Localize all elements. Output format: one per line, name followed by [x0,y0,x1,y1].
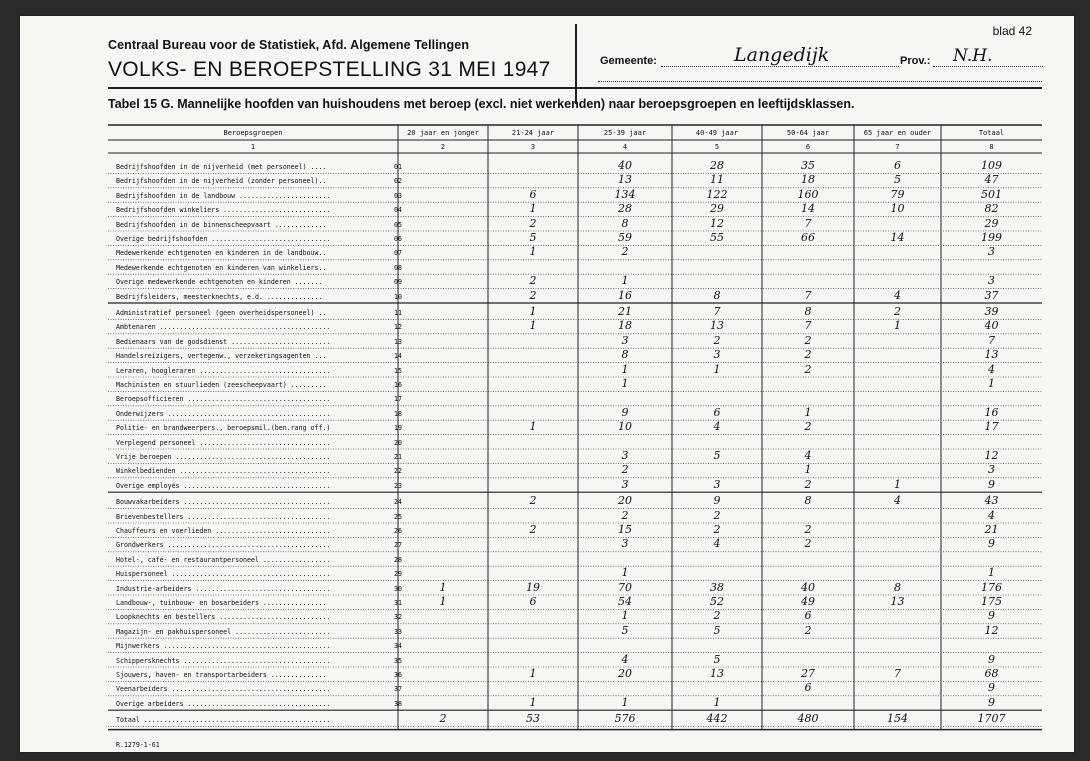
row-label: Machinisten en stuurlieden (zeescheepvaart) ......... [116,381,327,389]
table-cell: 6 [529,595,537,608]
table-cell: 576 [614,712,636,726]
table-cell: 13 [710,667,724,680]
table-cell: 3 [621,449,629,462]
row-label: Landbouw-, tuinbouw- en bosarbeiders ................ [116,599,327,607]
row-label: Brievenbestellers .................................... [116,512,331,521]
table-cell: 2 [713,508,721,522]
row-label: Overige arbeiders .................................... [116,699,331,708]
table-cell: 2 [804,362,812,376]
table-cell: 6 [894,159,901,172]
row-label: Bouwvakarbeiders ..................................... [116,498,331,507]
table-cell: 43 [984,494,999,508]
table-cell: 3 [621,477,629,491]
row-label: Verplegend personeel ................................. [116,438,331,447]
column-number: 7 [895,143,900,151]
table-cell: 9 [621,405,629,419]
table-cell: 8 [804,305,812,318]
row-label: Bedrijfshoofden in de binnenscheepvaart ............. [116,220,327,229]
table-cell: 7 [894,667,901,680]
table-cell: 9 [988,695,995,709]
table-cell: 2 [804,348,812,362]
table-cell: 1707 [977,712,1006,726]
table-cell: 12 [984,623,999,637]
row-label: Bedrijfshoofden in de nijverheid (met personeel) .... [116,163,327,171]
province-value: N.H. [953,46,993,66]
table-cell: 1 [621,566,629,580]
table-cell: 9 [988,537,995,551]
gemeente-value: Langedijk [734,44,830,66]
row-label: Bedrijfshoofden in de landbouw ....................... [116,191,331,200]
row-code: 19 [394,424,402,433]
row-code: 36 [394,671,402,679]
column-header: 50-64 jaar [786,129,830,137]
row-code: 13 [394,337,402,346]
table-cell: 4 [621,652,629,666]
row-code: 09 [394,278,402,287]
table-cell: 1 [988,377,995,390]
table-cell: 59 [618,231,632,244]
bureau-line: Centraal Bureau voor de Statistiek, Afd. Algemene Tellingen [108,38,470,52]
table-cell: 4 [894,494,901,508]
header-rule [108,87,1042,89]
table-cell: 122 [706,187,728,201]
table-cell: 1 [529,202,537,216]
row-code: 28 [394,555,402,564]
table-cell: 1 [529,420,537,434]
row-label: Onderwijzers ......................................... [116,409,331,418]
row-label: Schippersknechts ..................................... [116,656,331,665]
table-cell: 3 [621,333,629,347]
table-cell: 1 [621,274,629,288]
table-cell: 1 [621,377,629,390]
table-cell: 2 [804,420,812,434]
table-cell: 7 [713,305,721,318]
row-label: Bedienaars van de godsdienst ......................... [116,337,331,346]
table-cell: 13 [890,595,905,608]
row-code: 11 [394,309,402,317]
table-cell: 9 [713,494,721,508]
row-code: 37 [394,685,402,694]
province-dotted-line [933,66,1043,67]
header-divider [575,24,577,104]
header-dotted-line [598,81,1042,82]
table-cell: 2 [529,494,537,508]
table-cell: 2 [713,523,721,536]
table-cell: 79 [890,187,905,201]
table-cell: 40 [801,580,815,594]
table-cell: 1 [894,319,901,333]
table-cell: 154 [887,712,908,726]
row-code: 02 [394,177,402,186]
table-cell: 4 [988,362,995,376]
table-cell: 8 [621,348,629,362]
table-cell: 6 [713,405,721,419]
table-cell: 5 [713,652,721,666]
table-cell: 175 [981,595,1002,608]
row-code: 06 [394,235,402,243]
table-cell: 8 [713,288,721,302]
table-cell: 176 [981,580,1002,594]
table-cell: 7 [988,333,995,347]
table-cell: 18 [801,173,815,187]
table-cell: 9 [988,477,995,491]
table-cell: 35 [801,159,815,172]
column-header: 40-49 jaar [695,129,739,137]
row-label: Winkelbedienden ...................................... [116,467,331,476]
row-code: 21 [394,453,402,461]
row-label: Leraren, hoogleraren ................................. [116,366,331,375]
table-cell: 7 [804,288,812,302]
table-cell: 2 [621,463,629,477]
table-cell: 18 [618,319,632,333]
row-code: 16 [394,381,402,389]
row-label: Industrie-arbeiders .................................. [116,584,331,593]
table-cell: 7 [804,319,812,333]
table-cell: 13 [618,173,632,187]
row-code: 25 [394,512,402,521]
row-code: 22 [394,467,402,476]
row-code: 20 [394,438,402,447]
gemeente-label: Gemeente: [600,55,657,67]
row-label: Sjouwers, haven- en transportarbeiders .............. [116,671,327,679]
table-cell: 480 [797,712,819,726]
row-label: Bedrijfshoofden in de nijverheid (zonder personeel).. [116,177,327,186]
table-cell: 13 [710,319,724,333]
table-cell: 13 [984,348,999,362]
table-cell: 8 [621,216,629,230]
table-cell: 3 [988,245,995,259]
row-label: Chauffeurs en voerlieden ............................. [116,527,331,535]
table-cell: 37 [984,288,999,302]
column-header: 25-39 jaar [603,129,647,137]
table-cell: 28 [710,159,724,172]
table-cell: 134 [614,187,636,201]
table-cell: 28 [618,202,632,216]
row-label: Overige bedrijfshoofden .............................. [116,235,331,243]
row-code: 31 [394,599,402,607]
row-label: Hotel-, café- en restaurantpersoneel ................. [116,555,331,564]
row-code: 17 [394,395,402,404]
column-number: 5 [714,143,720,151]
row-code: 23 [394,481,402,490]
table-cell: 40 [618,159,632,172]
table-cell: 2 [713,609,721,623]
row-label: Totaal ............................................... [116,716,331,725]
table-cell: 20 [618,667,632,680]
row-code: 33 [394,627,402,636]
table-cell: 54 [618,595,632,608]
row-code: 15 [394,366,402,375]
row-label: Medewerkende echtgenoten en kinderen in de landbouw.. [116,249,327,258]
row-label: Bedrijfshoofden winkeliers ........................... [116,206,331,215]
column-header: Beroepsgroepen [223,129,283,137]
table-cell: 1 [529,695,537,709]
table-cell: 38 [710,580,724,594]
table-cell: 1 [988,566,995,580]
table-cell: 53 [526,712,540,726]
row-label: Overige medewerkende echtgenoten en kinderen ....... [116,278,323,287]
row-label: Overige employés ..................................... [116,481,331,490]
table-cell: 9 [988,652,995,666]
table-cell: 52 [710,595,724,608]
column-number: 8 [989,143,994,151]
table-cell: 1 [894,477,901,491]
row-code: 34 [394,642,402,651]
column-number: 6 [805,143,811,151]
column-number: 1 [250,143,256,151]
table-cell: 9 [988,609,995,623]
row-code: 03 [394,191,402,200]
row-label: Magazijn- en pakhuispersoneel ........................ [116,627,331,636]
table-cell: 4 [804,449,812,462]
row-label: Veenarbeiders ........................................ [116,685,331,694]
table-cell: 2 [621,245,629,259]
table-cell: 1 [439,595,447,608]
table-cell: 2 [529,216,537,230]
table-cell: 1 [713,695,721,709]
row-code: 35 [394,656,402,665]
table-cell: 55 [710,231,724,244]
row-label: Huispersoneel ........................................ [116,570,331,579]
table-cell: 2 [529,274,537,288]
row-code: 24 [394,498,402,507]
table-cell: 8 [804,494,812,508]
table-cell: 2 [804,623,812,637]
table-cell: 2 [894,305,901,318]
table-cell: 5 [713,449,721,462]
table-cell: 4 [713,537,721,551]
row-code: 14 [394,352,402,361]
table-cell: 40 [984,319,999,333]
table-cell: 6 [804,681,812,695]
column-header: 21-24 jaar [511,129,555,137]
table-cell: 1 [713,362,721,376]
table-cell: 2 [621,508,629,522]
table-cell: 70 [618,580,632,594]
table-cell: 5 [894,173,901,187]
table-cell: 6 [529,187,537,201]
row-label: Loopknechts en bestellers ............................ [116,613,331,622]
table-cell: 1 [804,463,812,477]
table-cell: 49 [801,595,815,608]
row-label: Handelsreizigers, vertegenw., verzekeringsagenten ... [116,352,327,361]
table-cell: 2 [529,523,537,536]
table-cell: 9 [988,681,995,695]
row-label: Mijnwerkers .......................................... [116,642,331,651]
table-cell: 6 [804,609,812,623]
table-cell: 5 [529,231,537,244]
table-cell: 12 [710,216,724,230]
row-code: 04 [394,206,402,215]
table-cell: 27 [801,667,815,680]
table-cell: 17 [984,420,999,434]
table-cell: 14 [801,202,815,216]
table-cell: 1 [529,667,537,680]
row-label: Grondwerkers ......................................... [116,541,331,550]
table-cell: 11 [710,173,724,187]
form-header [108,38,551,82]
table-caption: Tabel 15 G. Mannelijke hoofden van huishoudens met beroep (excl. niet werkenden) naar beroepsgroepen en leeftijdsklassen. [108,97,855,111]
table-cell: 47 [984,173,999,187]
row-code: 10 [394,292,402,301]
table-cell: 10 [890,202,905,216]
row-label: Medewerkende echtgenoten en kinderen van winkeliers.. [116,263,327,272]
row-label: Beroepsofficieren .................................... [116,395,331,404]
table-cell: 8 [894,580,901,594]
table-cell: 1 [621,609,629,623]
table-cell: 1 [804,405,812,419]
table-cell: 20 [618,494,632,508]
table-cell: 82 [984,202,999,216]
table-cell: 3 [988,463,995,477]
row-label: Vrije beroepen ....................................... [116,453,331,461]
table-cell: 16 [618,288,632,302]
table-cell: 1 [529,305,537,318]
table-cell: 19 [526,580,540,594]
page-number: blad 42 [992,24,1032,38]
table-cell: 1 [621,362,629,376]
row-code: 12 [394,323,402,332]
table-cell: 4 [713,420,721,434]
form-code: R.1279-1-61 [116,741,160,749]
row-label: Ambtenaren ........................................... [116,323,331,332]
table-cell: 1 [529,245,537,259]
table-cell: 4 [988,508,995,522]
row-code: 38 [394,699,402,708]
table-cell: 2 [439,712,447,726]
table-cell: 21 [984,523,999,536]
table-cell: 16 [984,405,999,419]
row-code: 26 [394,527,402,535]
column-header: Totaal [978,129,1005,137]
row-label: Politie- en brandweerpers., beroepsmil.(ben.rang off.) [116,424,331,433]
table-cell: 2 [713,333,721,347]
table-cell: 1 [529,319,537,333]
table-cell: 21 [618,305,632,318]
table-cell: 29 [710,202,724,216]
table-cell: 2 [804,477,812,491]
table-cell: 3 [988,274,995,288]
table-cell: 501 [981,187,1002,201]
row-code: 18 [394,409,402,418]
column-number: 2 [440,143,446,151]
form-title: VOLKS- EN BEROEPSTELLING 31 MEI 1947 [108,58,551,81]
table-cell: 5 [621,623,629,637]
table-cell: 14 [890,231,905,244]
table-cell: 68 [984,667,999,680]
row-code: 05 [394,220,402,229]
gemeente-dotted-line [661,66,899,67]
row-code: 30 [394,584,402,593]
row-code: 08 [394,263,402,272]
table-cell: 2 [804,333,812,347]
table-cell: 3 [713,477,721,491]
column-header: 65 jaar en ouder [863,129,932,137]
table-cell: 5 [713,623,721,637]
table-cell: 15 [618,523,632,536]
census-form-sheet [20,16,1074,752]
table-cell: 10 [618,420,632,434]
row-code: 27 [394,541,402,550]
table-cell: 109 [981,159,1002,172]
column-number: 4 [622,143,628,151]
row-code: 32 [394,613,402,622]
table-cell: 160 [797,187,819,201]
table-cell: 29 [984,216,999,230]
table-cell: 4 [894,288,901,302]
table-cell: 2 [804,523,812,536]
province-label: Prov.: [900,55,931,67]
table-cell: 442 [706,712,728,726]
table-cell: 39 [984,305,999,318]
row-code: 29 [394,570,402,579]
table-cell: 1 [621,695,629,709]
table-cell: 7 [804,216,812,230]
table-cell: 1 [439,580,447,594]
table-cell: 3 [713,348,721,362]
column-number: 3 [530,143,536,151]
table-cell: 66 [801,231,815,244]
table-cell: 2 [529,288,537,302]
row-label: Bedrijfsleiders, meesterknechts, e.d. .............. [116,292,323,301]
row-code: 01 [394,163,402,171]
column-header: 20 jaar en jonger [407,129,479,137]
table-cell: 12 [984,449,999,462]
table-cell: 199 [981,231,1002,244]
table-cell: 3 [621,537,629,551]
row-code: 07 [394,249,402,258]
table-cell: 2 [804,537,812,551]
row-label: Administratief personeel (geen overheidspersoneel) .. [116,309,327,317]
